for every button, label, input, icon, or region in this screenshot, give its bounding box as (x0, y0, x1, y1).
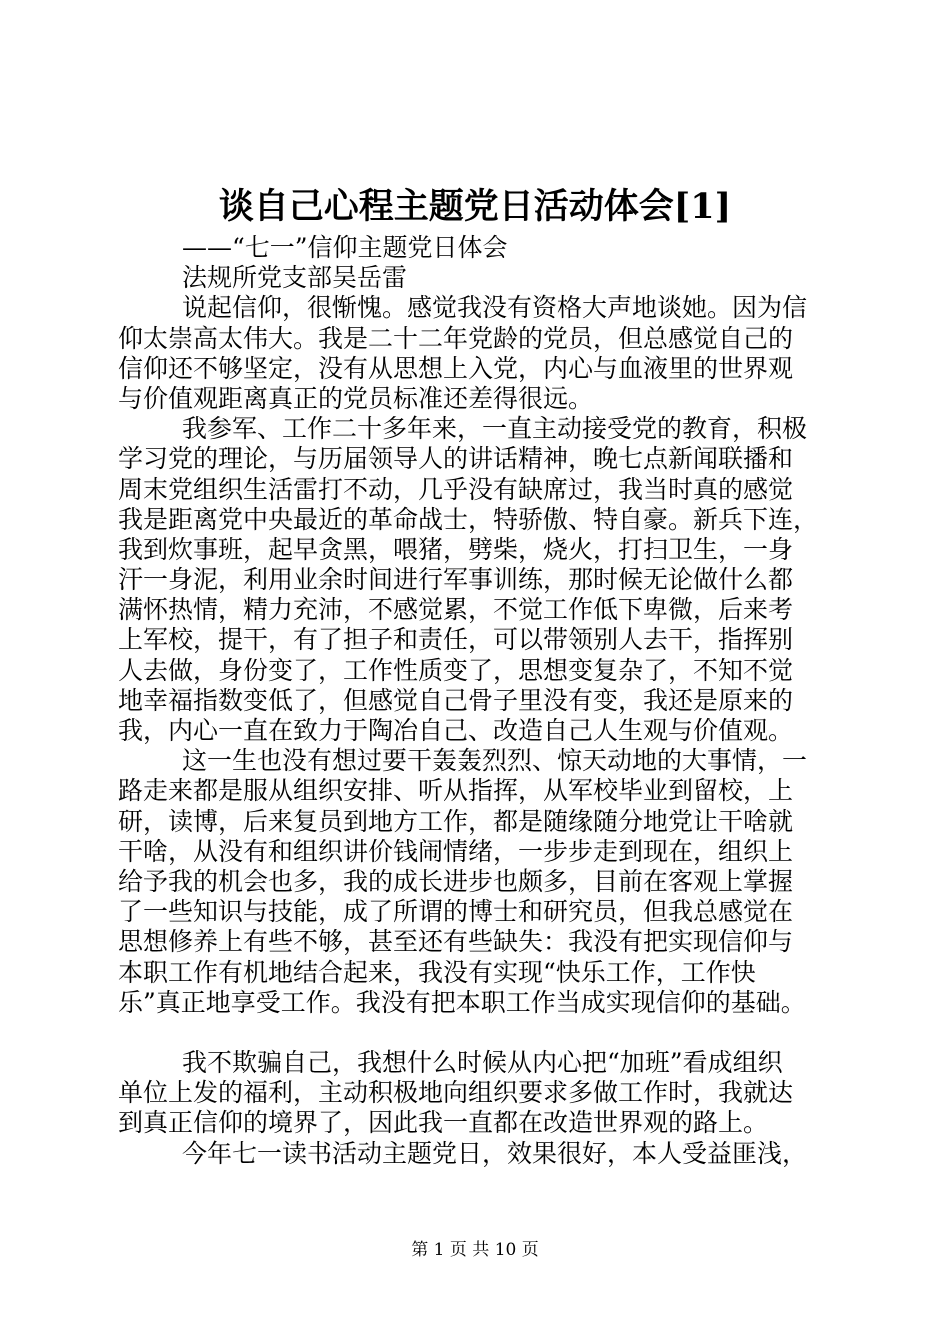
text-line: 周末党组织生活雷打不动，几乎没有缺席过，我当时真的感觉 (118, 474, 794, 504)
text-line: 我到炊事班，起早贪黑，喂猪，劈柴，烧火，打扫卫生，一身 (118, 534, 794, 564)
text-line: 乐”真正地享受工作。我没有把本职工作当成实现信仰的基础。 (118, 987, 806, 1017)
document-body (118, 233, 858, 1169)
blank-line (118, 1018, 858, 1048)
text-line: 今年七一读书活动主题党日，效果很好，本人受益匪浅， (182, 1138, 808, 1168)
text-line: 满怀热情，精力充沛，不感觉累，不觉工作低下卑微，后来考 (118, 595, 794, 625)
text-line: 说起信仰，很惭愧。感觉我没有资格大声地谈她。因为信 (182, 293, 808, 323)
text-line: 地幸福指数变低了，但感觉自己骨子里没有变，我还是原来的 (118, 685, 794, 715)
text-line: 了一些知识与技能，成了所谓的博士和研究员，但我总感觉在 (118, 897, 794, 927)
text-line: 干啥，从没有和组织讲价钱闹情绪，一步步走到现在，组织上 (118, 836, 794, 866)
text-line: 研，读博，后来复员到地方工作，都是随缘随分地党让干啥就 (118, 806, 794, 836)
paragraph-lines (118, 293, 858, 1168)
text-line: 思想修养上有些不够，甚至还有些缺失：我没有把实现信仰与 (118, 927, 794, 957)
text-line: 路走来都是服从组织安排、听从指挥，从军校毕业到留校，上 (118, 776, 794, 806)
text-line: 我参军、工作二十多年来，一直主动接受党的教育，积极 (182, 414, 808, 444)
document-subtitle: ——“七一”信仰主题党日体会 (182, 233, 508, 262)
text-line: 本职工作有机地结合起来，我没有实现“快乐工作，工作快 (118, 957, 756, 987)
text-line: 信仰还不够坚定，没有从思想上入党，内心与血液里的世界观 (118, 353, 794, 383)
text-line: 我是距离党中央最近的革命战士，特骄傲、特自豪。新兵下连， (118, 504, 819, 534)
text-line: 这一生也没有想过要干轰轰烈烈、惊天动地的大事情，一 (182, 746, 808, 776)
document-author: 法规所党支部吴岳雷 (182, 263, 408, 293)
text-line: 我不欺骗自己，我想什么时候从内心把“加班”看成组织 (182, 1048, 783, 1078)
text-line: 人去做，身份变了，工作性质变了，思想变复杂了，不知不觉 (118, 655, 794, 685)
text-line: 仰太崇高太伟大。我是二十二年党龄的党员，但总感觉自己的 (118, 323, 794, 353)
text-line: 汗一身泥，利用业余时间进行军事训练，那时候无论做什么都 (118, 565, 794, 595)
text-line: 到真正信仰的境界了，因此我一直都在改造世界观的路上。 (118, 1108, 769, 1138)
text-line: 上军校，提干，有了担子和责任，可以带领别人去干，指挥别 (118, 625, 794, 655)
document-title: 谈自己心程主题党日活动体会[1] (218, 186, 732, 227)
text-line: 给予我的机会也多，我的成长进步也颇多，目前在客观上掌握 (118, 866, 794, 896)
text-line: 单位上发的福利，主动积极地向组织要求多做工作时，我就达 (118, 1078, 794, 1108)
text-line: 我，内心一直在致力于陶冶自己、改造自己人生观与价值观。 (118, 716, 794, 745)
page-number-footer: 第 1 页 共 10 页 (411, 1240, 539, 1260)
text-line: 学习党的理论，与历届领导人的讲话精神，晚七点新闻联播和 (118, 444, 794, 474)
text-line: 与价值观距离真正的党员标准还差得很远。 (118, 383, 594, 413)
